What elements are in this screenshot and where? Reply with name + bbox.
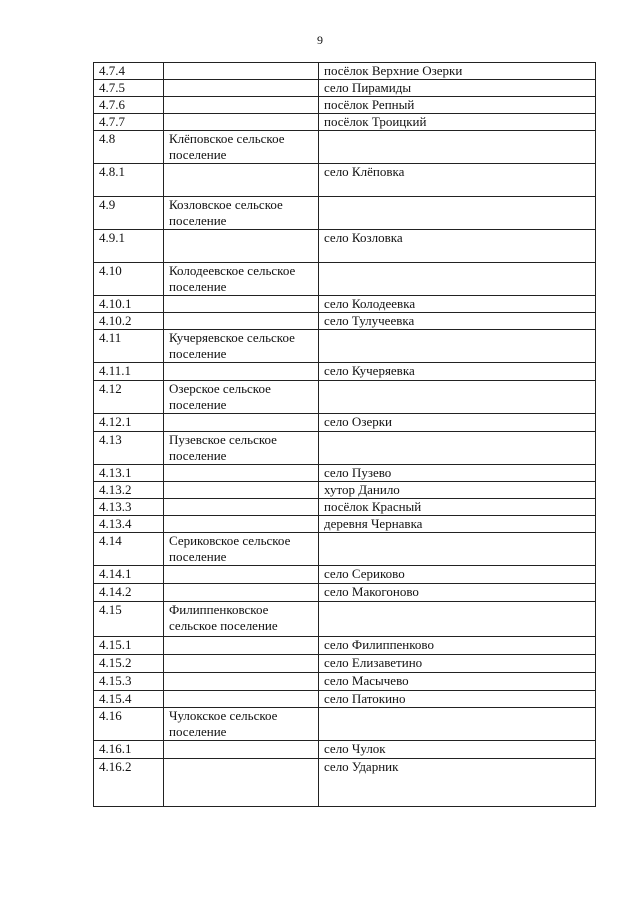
cell-num: 4.9 bbox=[94, 197, 164, 230]
cell-num: 4.13.2 bbox=[94, 482, 164, 499]
cell-num: 4.14.2 bbox=[94, 584, 164, 602]
cell-settlement bbox=[164, 655, 319, 673]
cell-num: 4.13 bbox=[94, 432, 164, 465]
cell-locality: село Тулучеевка bbox=[319, 313, 596, 330]
cell-locality: село Клёповка bbox=[319, 164, 596, 197]
table-row bbox=[94, 516, 596, 533]
cell-locality: село Патокино bbox=[319, 691, 596, 708]
cell-settlement bbox=[164, 673, 319, 691]
cell-settlement: Клёповское сельское поселение bbox=[164, 131, 319, 164]
cell-locality: посёлок Репный bbox=[319, 97, 596, 114]
table-row bbox=[94, 313, 596, 330]
table-row bbox=[94, 97, 596, 114]
cell-num: 4.13.3 bbox=[94, 499, 164, 516]
cell-locality: село Козловка bbox=[319, 230, 596, 263]
cell-settlement bbox=[164, 482, 319, 499]
table-row bbox=[94, 584, 596, 602]
table-row bbox=[94, 533, 596, 566]
cell-num: 4.8 bbox=[94, 131, 164, 164]
cell-settlement bbox=[164, 465, 319, 482]
cell-settlement: Колодеевское сельское поселение bbox=[164, 263, 319, 296]
cell-locality: посёлок Верхние Озерки bbox=[319, 63, 596, 80]
cell-locality: деревня Чернавка bbox=[319, 516, 596, 533]
cell-settlement bbox=[164, 691, 319, 708]
cell-settlement: Козловское сельское поселение bbox=[164, 197, 319, 230]
cell-settlement bbox=[164, 164, 319, 197]
cell-settlement bbox=[164, 759, 319, 807]
cell-locality bbox=[319, 263, 596, 296]
table-row bbox=[94, 63, 596, 80]
table-row bbox=[94, 263, 596, 296]
cell-num: 4.15 bbox=[94, 602, 164, 637]
cell-settlement bbox=[164, 313, 319, 330]
cell-settlement: Пузевское сельское поселение bbox=[164, 432, 319, 465]
cell-locality: посёлок Троицкий bbox=[319, 114, 596, 131]
cell-num: 4.16.2 bbox=[94, 759, 164, 807]
cell-locality: село Пирамиды bbox=[319, 80, 596, 97]
cell-settlement bbox=[164, 63, 319, 80]
cell-settlement bbox=[164, 363, 319, 381]
cell-locality bbox=[319, 330, 596, 363]
cell-settlement bbox=[164, 516, 319, 533]
cell-settlement bbox=[164, 296, 319, 313]
cell-locality: посёлок Красный bbox=[319, 499, 596, 516]
cell-locality: хутор Данило bbox=[319, 482, 596, 499]
table-row bbox=[94, 482, 596, 499]
cell-num: 4.7.5 bbox=[94, 80, 164, 97]
cell-settlement bbox=[164, 97, 319, 114]
cell-settlement: Озерское сельское поселение bbox=[164, 381, 319, 414]
cell-locality: село Филиппенково bbox=[319, 637, 596, 655]
settlements-table bbox=[93, 62, 596, 807]
cell-locality: село Макогоново bbox=[319, 584, 596, 602]
table-row bbox=[94, 381, 596, 414]
table-row bbox=[94, 741, 596, 759]
cell-num: 4.10.1 bbox=[94, 296, 164, 313]
cell-num: 4.12.1 bbox=[94, 414, 164, 432]
cell-num: 4.8.1 bbox=[94, 164, 164, 197]
cell-settlement: Кучеряевское сельское поселение bbox=[164, 330, 319, 363]
cell-num: 4.14 bbox=[94, 533, 164, 566]
cell-num: 4.9.1 bbox=[94, 230, 164, 263]
cell-locality: село Чулок bbox=[319, 741, 596, 759]
cell-locality bbox=[319, 432, 596, 465]
cell-locality bbox=[319, 708, 596, 741]
table-row bbox=[94, 296, 596, 313]
cell-num: 4.16.1 bbox=[94, 741, 164, 759]
table-row bbox=[94, 602, 596, 637]
table-row bbox=[94, 230, 596, 263]
cell-num: 4.16 bbox=[94, 708, 164, 741]
table-row bbox=[94, 637, 596, 655]
cell-num: 4.11 bbox=[94, 330, 164, 363]
table-row bbox=[94, 708, 596, 741]
table-row bbox=[94, 566, 596, 584]
cell-num: 4.7.7 bbox=[94, 114, 164, 131]
page-number: 9 bbox=[317, 33, 323, 47]
table-row bbox=[94, 164, 596, 197]
cell-settlement bbox=[164, 584, 319, 602]
table-row bbox=[94, 432, 596, 465]
cell-settlement bbox=[164, 114, 319, 131]
cell-locality: село Кучеряевка bbox=[319, 363, 596, 381]
cell-num: 4.7.4 bbox=[94, 63, 164, 80]
cell-locality: село Колодеевка bbox=[319, 296, 596, 313]
cell-num: 4.13.4 bbox=[94, 516, 164, 533]
cell-settlement bbox=[164, 566, 319, 584]
table-row bbox=[94, 759, 596, 807]
cell-num: 4.15.1 bbox=[94, 637, 164, 655]
cell-locality: село Масычево bbox=[319, 673, 596, 691]
cell-locality: село Пузево bbox=[319, 465, 596, 482]
table-row bbox=[94, 655, 596, 673]
cell-locality bbox=[319, 533, 596, 566]
cell-settlement: Филиппенковское сельское поселение bbox=[164, 602, 319, 637]
cell-settlement bbox=[164, 230, 319, 263]
cell-num: 4.10 bbox=[94, 263, 164, 296]
cell-settlement bbox=[164, 637, 319, 655]
table-row bbox=[94, 363, 596, 381]
cell-settlement: Чулокское сельское поселение bbox=[164, 708, 319, 741]
cell-num: 4.14.1 bbox=[94, 566, 164, 584]
cell-num: 4.7.6 bbox=[94, 97, 164, 114]
cell-num: 4.15.4 bbox=[94, 691, 164, 708]
table-row bbox=[94, 499, 596, 516]
cell-num: 4.10.2 bbox=[94, 313, 164, 330]
cell-num: 4.15.3 bbox=[94, 673, 164, 691]
cell-num: 4.12 bbox=[94, 381, 164, 414]
table-body bbox=[94, 63, 596, 807]
cell-locality bbox=[319, 197, 596, 230]
cell-settlement bbox=[164, 414, 319, 432]
cell-settlement bbox=[164, 499, 319, 516]
cell-num: 4.13.1 bbox=[94, 465, 164, 482]
cell-locality: село Елизаветино bbox=[319, 655, 596, 673]
cell-locality: село Сериково bbox=[319, 566, 596, 584]
table-row bbox=[94, 465, 596, 482]
cell-locality bbox=[319, 381, 596, 414]
table-row bbox=[94, 330, 596, 363]
table-row bbox=[94, 80, 596, 97]
cell-num: 4.15.2 bbox=[94, 655, 164, 673]
cell-settlement bbox=[164, 80, 319, 97]
table-row bbox=[94, 131, 596, 164]
cell-settlement bbox=[164, 741, 319, 759]
table-row bbox=[94, 197, 596, 230]
cell-settlement: Сериковское сельское поселение bbox=[164, 533, 319, 566]
cell-num: 4.11.1 bbox=[94, 363, 164, 381]
table-row bbox=[94, 673, 596, 691]
table-row bbox=[94, 414, 596, 432]
table-row bbox=[94, 114, 596, 131]
cell-locality bbox=[319, 131, 596, 164]
cell-locality: село Озерки bbox=[319, 414, 596, 432]
table-row bbox=[94, 691, 596, 708]
cell-locality bbox=[319, 602, 596, 637]
cell-locality: село Ударник bbox=[319, 759, 596, 807]
